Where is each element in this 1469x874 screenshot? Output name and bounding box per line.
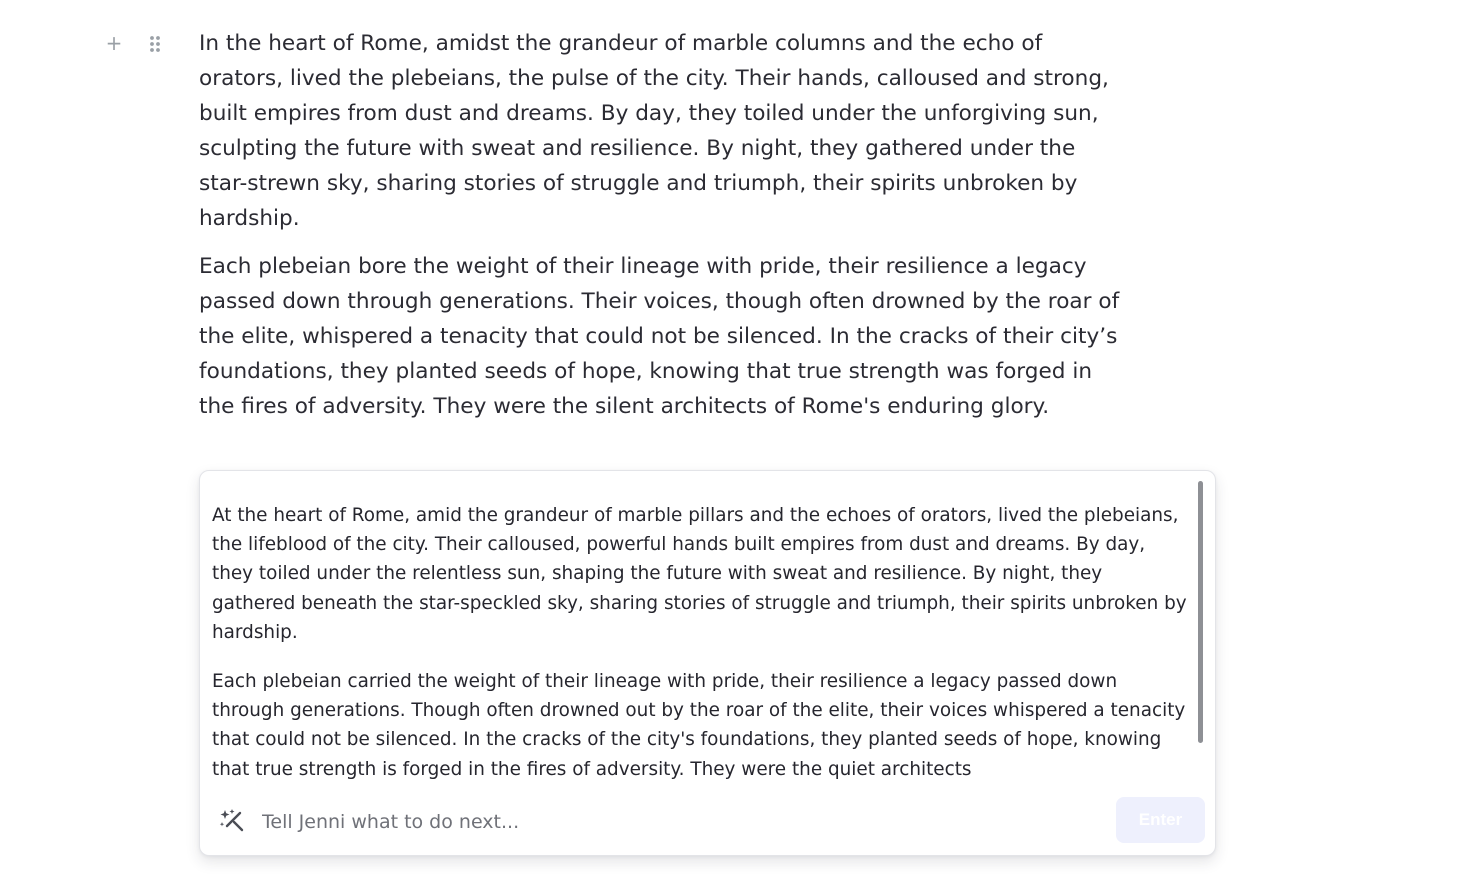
suggestion-paragraph: Each plebeian carried the weight of their lineage with pride, their resilience a legacy passed down through generations. Though often drowned out by the roar of the elite, their voices whispered a tenacity that could not be silenced. In the cracks of the city's foundations, they planted seeds of hope, knowing that true strength is forged in the fires of adversity. They were the quiet architects <box>212 671 1186 780</box>
block-controls <box>104 32 168 56</box>
suggestion-paragraph: At the heart of Rome, amid the grandeur of marble pillars and the echoes of orators, lived the plebeians, the lifeblood of the city. Their calloused, powerful hands built empires from dust and dreams. By day, they toiled under the relentless sun, shaping the future with sweat and resilience. By night, they gathered beneath the star-speckled sky, sharing stories of struggle and triumph, their spirits unbroken by hardship. <box>212 505 1187 643</box>
ai-suggestion-text[interactable] <box>212 501 1187 783</box>
suggestion-scrollbar[interactable] <box>1197 481 1205 783</box>
drag-handle-icon[interactable] <box>148 34 162 54</box>
prompt-input[interactable] <box>260 803 1104 841</box>
prompt-row <box>200 797 1215 845</box>
document-paragraph[interactable]: Each plebeian bore the weight of their lineage with pride, their resilience a legacy passed down through generations. Their voices, though often drowned by the roar of the elite, whispered a tenacity that could not be silenced. In the cracks of their city’s foundations, they planted seeds of hope, knowing that true strength was forged in the fires of adversity. They were the silent architects of Rome's enduring glory. <box>199 254 1120 419</box>
ai-suggestion-panel <box>199 470 1216 856</box>
scrollbar-thumb[interactable] <box>1198 481 1203 743</box>
document-paragraph[interactable]: In the heart of Rome, amidst the grandeur of marble columns and the echo of orators, lived the plebeians, the pulse of the city. Their hands, calloused and strong, built empires from dust and dreams. By day, they toiled under the unforgiving sun, sculpting the future with sweat and resilience. By night, they gathered under the star-strewn sky, sharing stories of struggle and triumph, their spirits unbroken by hardship. <box>199 31 1109 231</box>
enter-button[interactable]: Enter <box>1116 797 1205 843</box>
plus-icon[interactable]: + <box>105 31 123 55</box>
magic-wand-icon <box>218 807 246 835</box>
document-body[interactable] <box>199 26 1129 437</box>
